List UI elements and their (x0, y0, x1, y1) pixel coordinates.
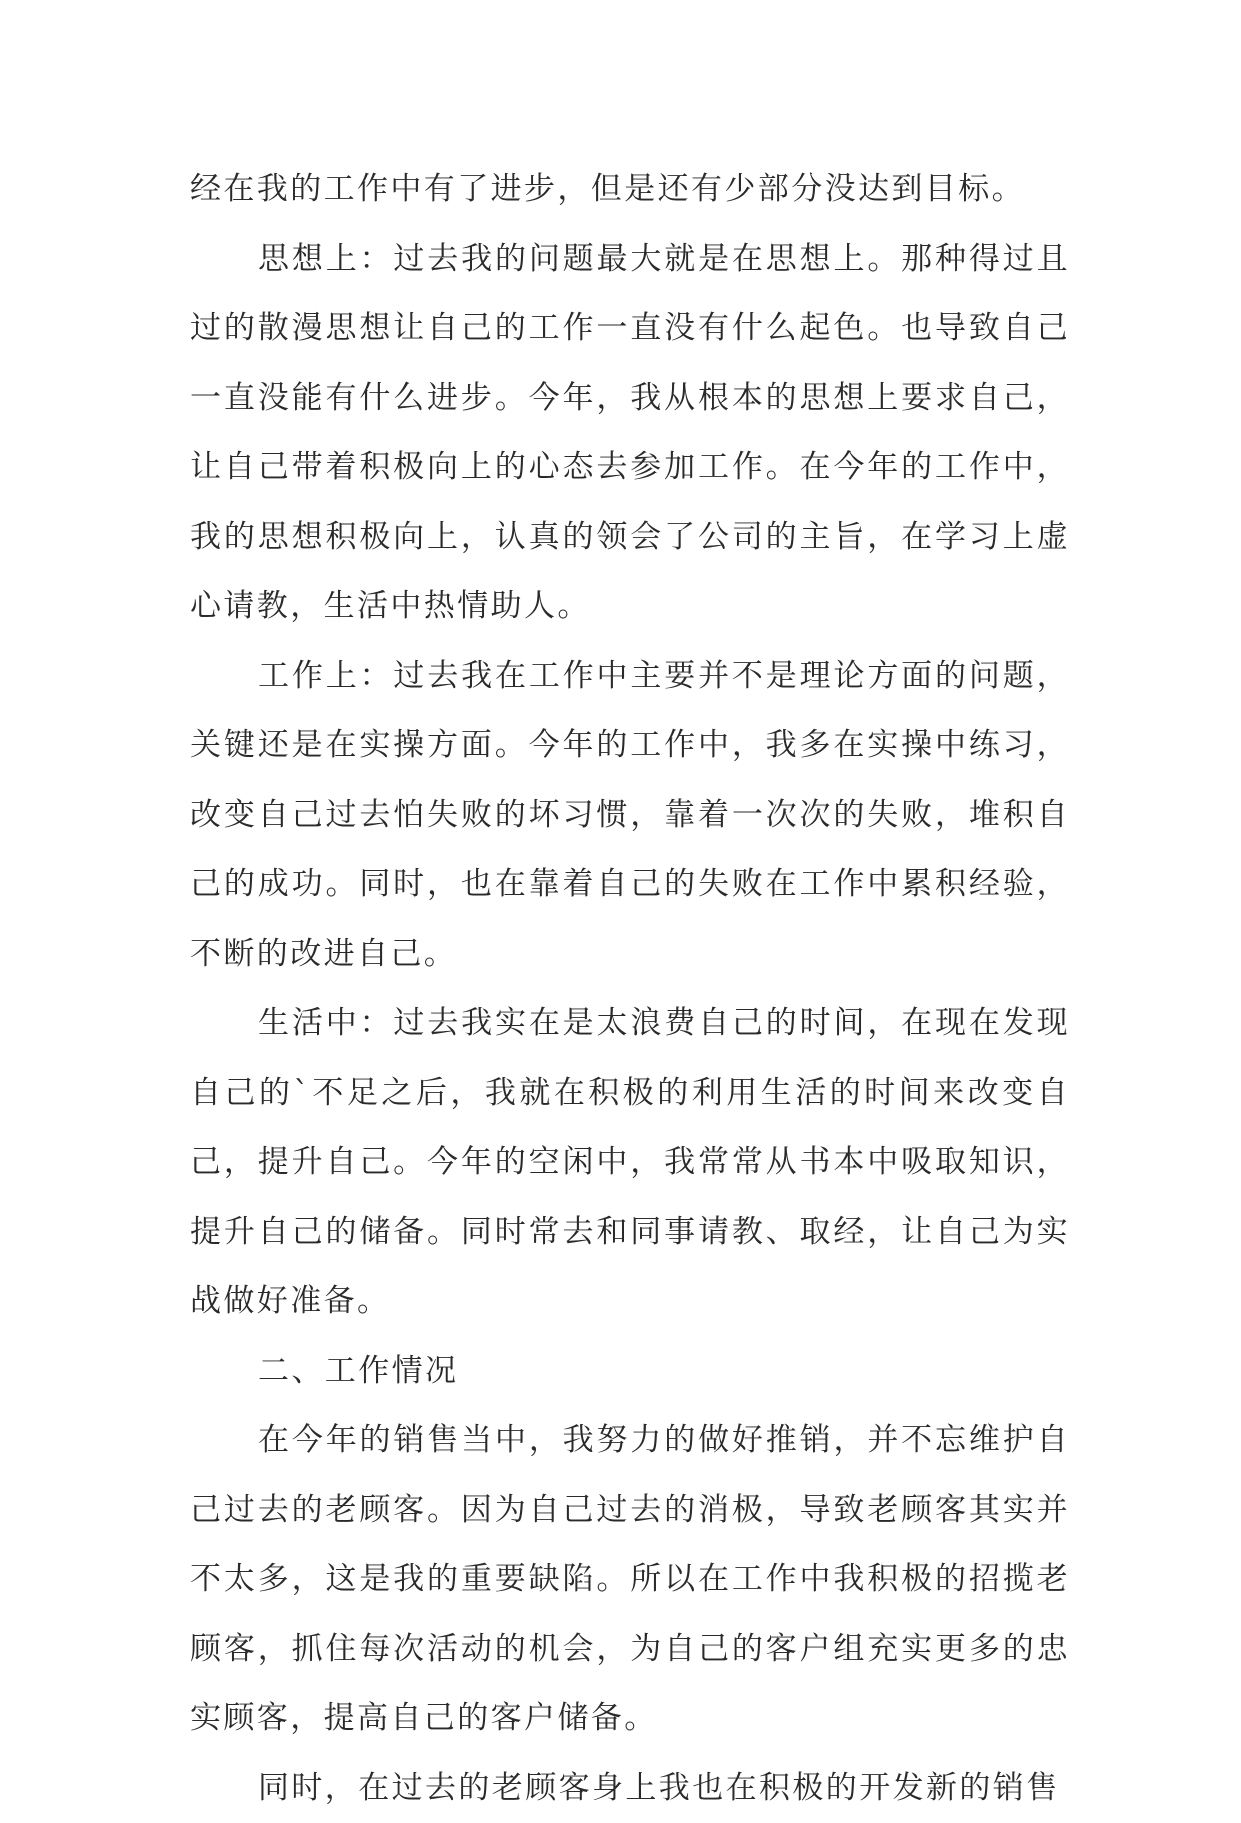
document-page (190, 155, 1070, 1823)
paragraph-work: 工作上：过去我在工作中主要并不是理论方面的问题，关键还是在实操方面。今年的工作中，我多在实操中练习，改变自己过去怕失败的坏习惯，靠着一次次的失败，堆积自己的成功。同时，也在靠着自己的失败在工作中累积经验，不断的改进自己。 (190, 642, 1070, 990)
paragraph-sales: 在今年的销售当中，我努力的做好推销，并不忘维护自己过去的老顾客。因为自己过去的消极，导致老顾客其实并不太多，这是我的重要缺陷。所以在工作中我积极的招揽老顾客，抓住每次活动的机会，为自己的客户组充实更多的忠实顾客，提高自己的客户储备。 (190, 1406, 1070, 1754)
paragraph-new-sales: 同时，在过去的老顾客身上我也在积极的开发新的销售 (190, 1754, 1070, 1823)
section-heading-work-situation: 二、工作情况 (190, 1337, 1070, 1407)
paragraph-life: 生活中：过去我实在是太浪费自己的时间，在现在发现自己的`不足之后，我就在积极的利用生活的时间来改变自己，提升自己。今年的空闲中，我常常从书本中吸取知识，提升自己的储备。同时常去和同事请教、取经，让自己为实战做好准备。 (190, 989, 1070, 1337)
paragraph-continuation: 经在我的工作中有了进步，但是还有少部分没达到目标。 (190, 155, 1070, 225)
paragraph-thinking: 思想上：过去我的问题最大就是在思想上。那种得过且过的散漫思想让自己的工作一直没有什么起色。也导致自己一直没能有什么进步。今年，我从根本的思想上要求自己，让自己带着积极向上的心态去参加工作。在今年的工作中，我的思想积极向上，认真的领会了公司的主旨，在学习上虚心请教，生活中热情助人。 (190, 225, 1070, 642)
